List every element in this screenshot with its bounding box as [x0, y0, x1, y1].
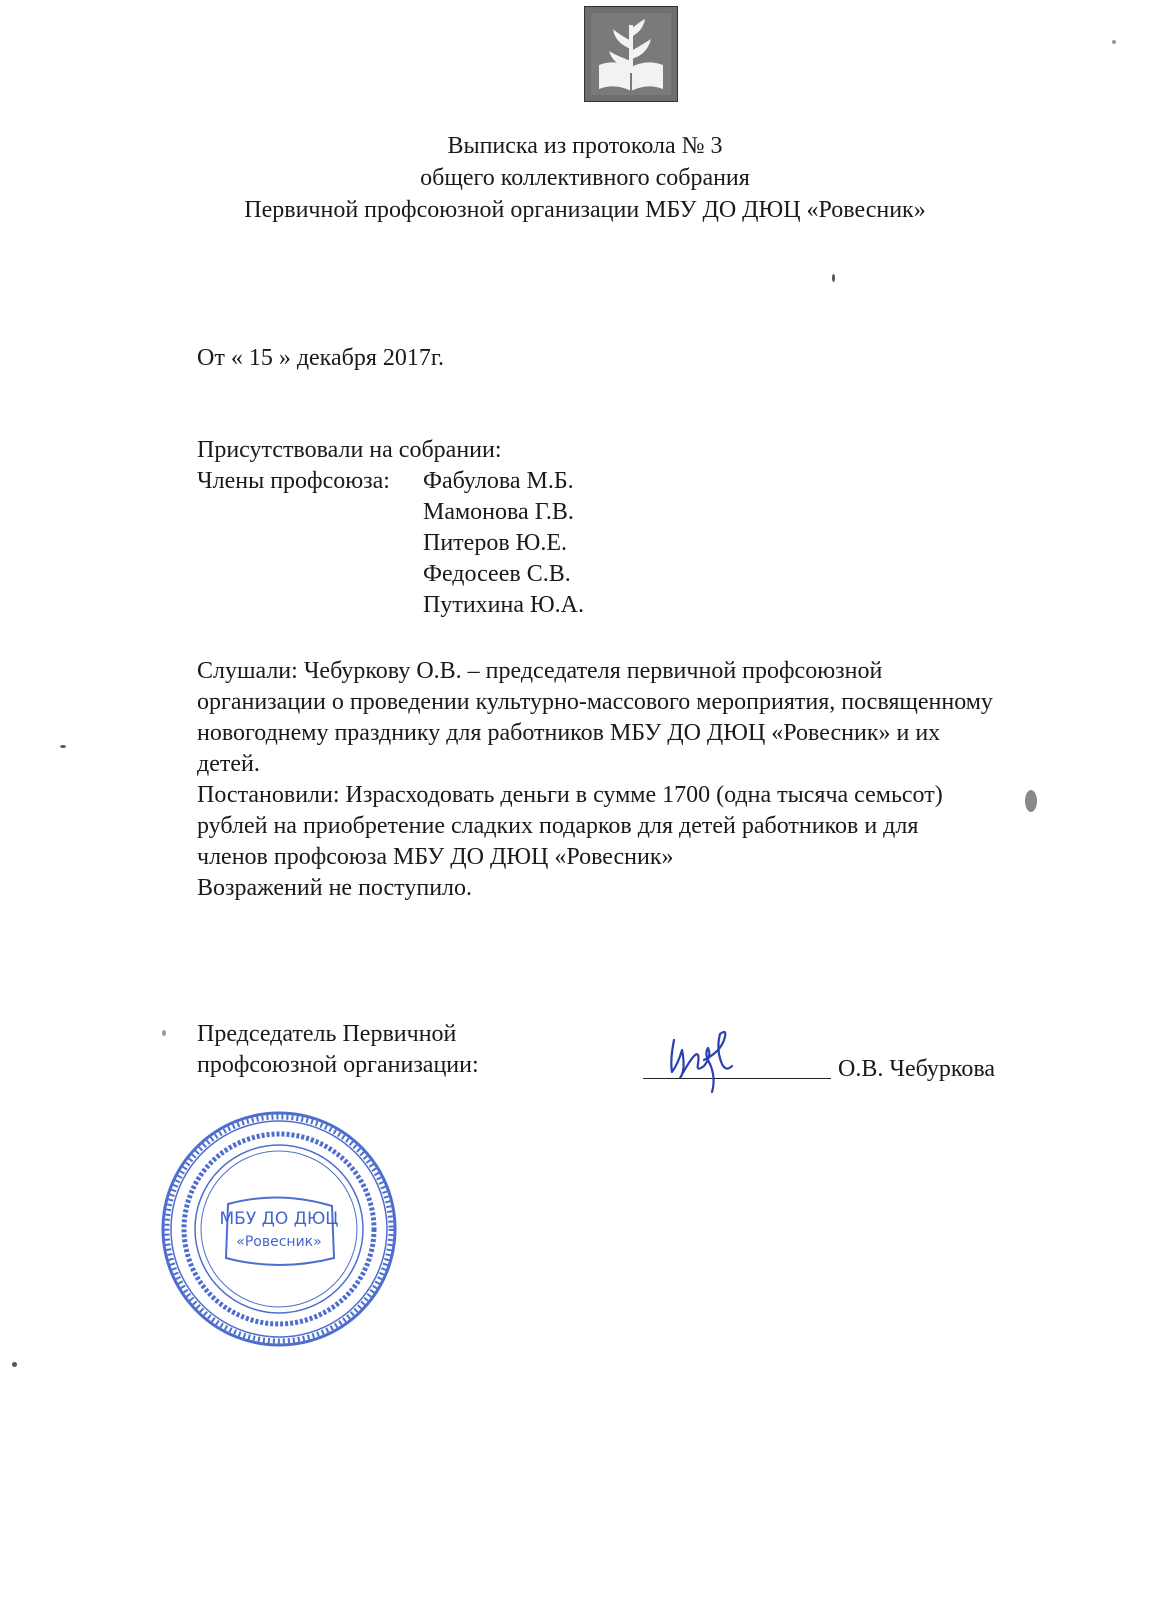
member-name: Мамонова Г.В. — [423, 499, 574, 525]
body-line: новогоднему празднику для работников МБУ ДО ДЮЦ «Ровесник» и их — [197, 720, 941, 746]
minutes-body — [197, 656, 993, 904]
member-name: Федосеев С.В. — [423, 561, 571, 587]
heading-line-1: Выписка из протокола № 3 — [447, 133, 723, 159]
attendance-title: Присутствовали на собрании: — [197, 437, 502, 463]
body-line: членов профсоюза МБУ ДО ДЮЦ «Ровесник» — [197, 844, 674, 870]
member-name: Путихина Ю.А. — [423, 592, 585, 618]
scan-speck — [832, 274, 835, 282]
signer-name: О.В. Чебуркова — [838, 1056, 995, 1082]
scan-speck — [1112, 40, 1116, 44]
stamp-center-line-2: «Ровесник» — [236, 1234, 322, 1250]
document-heading — [200, 130, 970, 226]
heading-line-3: Первичной профсоюзной организации МБУ ДО ДЮЦ «Ровесник» — [244, 197, 926, 223]
chair-title-line-2: профсоюзной организации: — [197, 1052, 479, 1078]
members-list — [423, 466, 584, 621]
member-name: Фабулова М.Б. — [423, 468, 574, 494]
heading-line-2: общего коллективного собрания — [420, 165, 750, 191]
protocol-date: От « 15 » декабря 2017г. — [197, 345, 445, 371]
scan-speck — [1025, 790, 1037, 812]
body-line: рублей на приобретение сладких подарков для детей работников и для — [197, 813, 919, 839]
scan-speck — [162, 1030, 166, 1036]
handwritten-signature — [660, 1020, 770, 1095]
members-label: Члены профсоюза: — [197, 468, 390, 494]
body-line: Возражений не поступило. — [197, 875, 473, 901]
organization-stamp — [158, 1108, 400, 1350]
body-line: Слушали: Чебуркову О.В. – председателя первичной профсоюзной — [197, 658, 883, 684]
scan-speck — [12, 1362, 17, 1367]
chair-title-line-1: Председатель Первичной — [197, 1021, 457, 1047]
body-line: организации о проведении культурно-массового мероприятия, посвященному — [197, 689, 993, 715]
trade-union-logo-icon — [584, 6, 678, 102]
logo-graphic — [585, 7, 677, 101]
stamp-center-line-1: МБУ ДО ДЮЦ — [219, 1209, 339, 1229]
scan-speck — [60, 745, 66, 748]
body-line: детей. — [197, 751, 260, 777]
body-line: Постановили: Израсходовать деньги в сумме 1700 (одна тысяча семьсот) — [197, 782, 943, 808]
member-name: Питеров Ю.Е. — [423, 530, 567, 556]
